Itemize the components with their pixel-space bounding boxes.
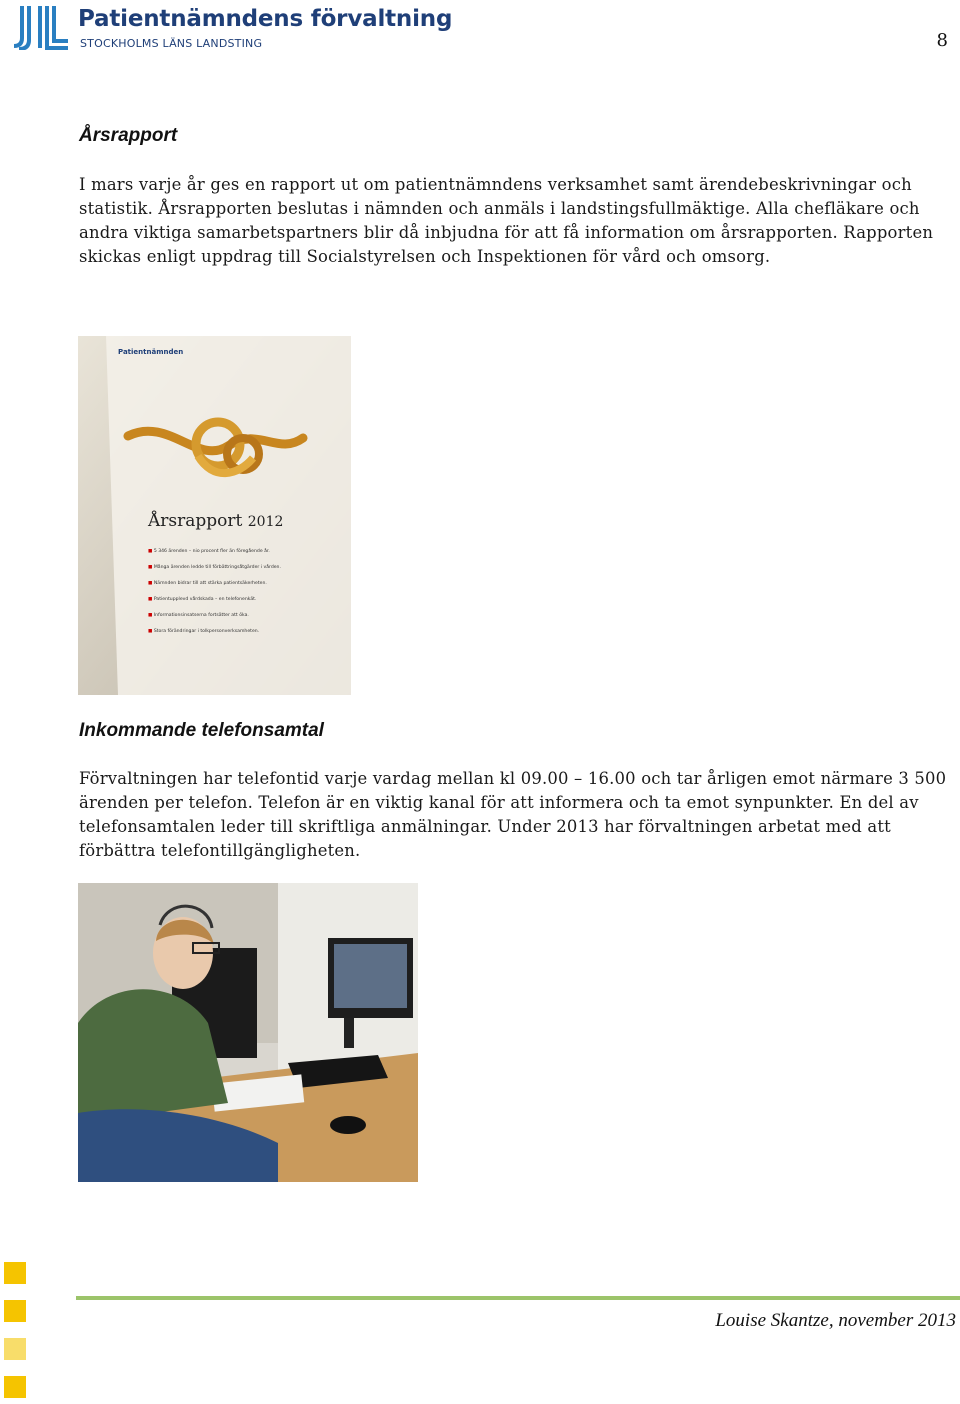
cover-bullet: ■ Stora förändringar i tolkpersonverksamheten.: [148, 629, 260, 634]
decor-square: [4, 1338, 26, 1360]
cover-title: [148, 511, 283, 531]
office-worker-image: [78, 883, 418, 1182]
org-header: [12, 4, 472, 52]
cover-logo-text: Patientnämnden: [118, 348, 184, 356]
section-body-arsrapport: I mars varje år ges en rapport ut om patientnämndens verksamhet samt ärendebeskrivningar och statistik. Årsrapporten beslutas i nämnden och anmäls i landstingsfullmäktige. Alla chefläkare och andra viktiga samarbetspartners blir då inbjudna för att få information om årsrapporten. Rapporten skickas enligt uppdrag till Socialstyrelsen och Inspektionen för vård och omsorg.: [79, 175, 934, 266]
org-name: Patientnämndens förvaltning: [78, 6, 453, 32]
footer-author-date: Louise Skantze, november 2013: [715, 1310, 956, 1331]
page-number: 8: [936, 30, 948, 51]
decor-square: [4, 1262, 26, 1284]
cover-title-word: Årsrapport: [148, 511, 243, 531]
cover-bullet: ■ Informationsinsatserna fortsätter att öka.: [148, 613, 249, 618]
footer-divider: [76, 1296, 960, 1300]
report-cover-photo: [78, 336, 351, 695]
decor-square: [4, 1376, 26, 1398]
cover-title-year: 2012: [247, 514, 284, 530]
decor-square: [4, 1300, 26, 1322]
office-photo: [78, 883, 418, 1182]
cover-bullet: ■ 5 346 ärenden – nio procent fler än föregående år.: [148, 549, 270, 554]
section-body-telefonsamtal: Förvaltningen har telefontid varje vardag mellan kl 09.00 – 16.00 och tar årligen emot närmare 3 500 ärenden per telefon. Telefon är en viktig kanal för att informera och ta emot synpunkter. En del av telefonsamtalen leder till skriftliga anmälningar. Under 2013 har förvaltningen arbetat med att förbättra telefontillgängligheten.: [79, 769, 947, 860]
cover-bullet: ■ Många ärenden ledde till förbättringsåtgärder i vården.: [148, 565, 281, 570]
section-heading-telefonsamtal: Inkommande telefonsamtal: [79, 720, 324, 741]
cover-bullet-list: [148, 544, 338, 640]
org-subtitle: STOCKHOLMS LÄNS LANDSTING: [80, 37, 263, 50]
cover-bullet: ■ Nämnden bidrar till att stärka patientsäkerheten.: [148, 581, 267, 586]
section-heading-arsrapport: Årsrapport: [79, 125, 178, 146]
landsting-logo-icon: [12, 4, 70, 50]
cover-bullet: ■ Patientupplevd vårdskada – en telefonenkät.: [148, 597, 257, 602]
